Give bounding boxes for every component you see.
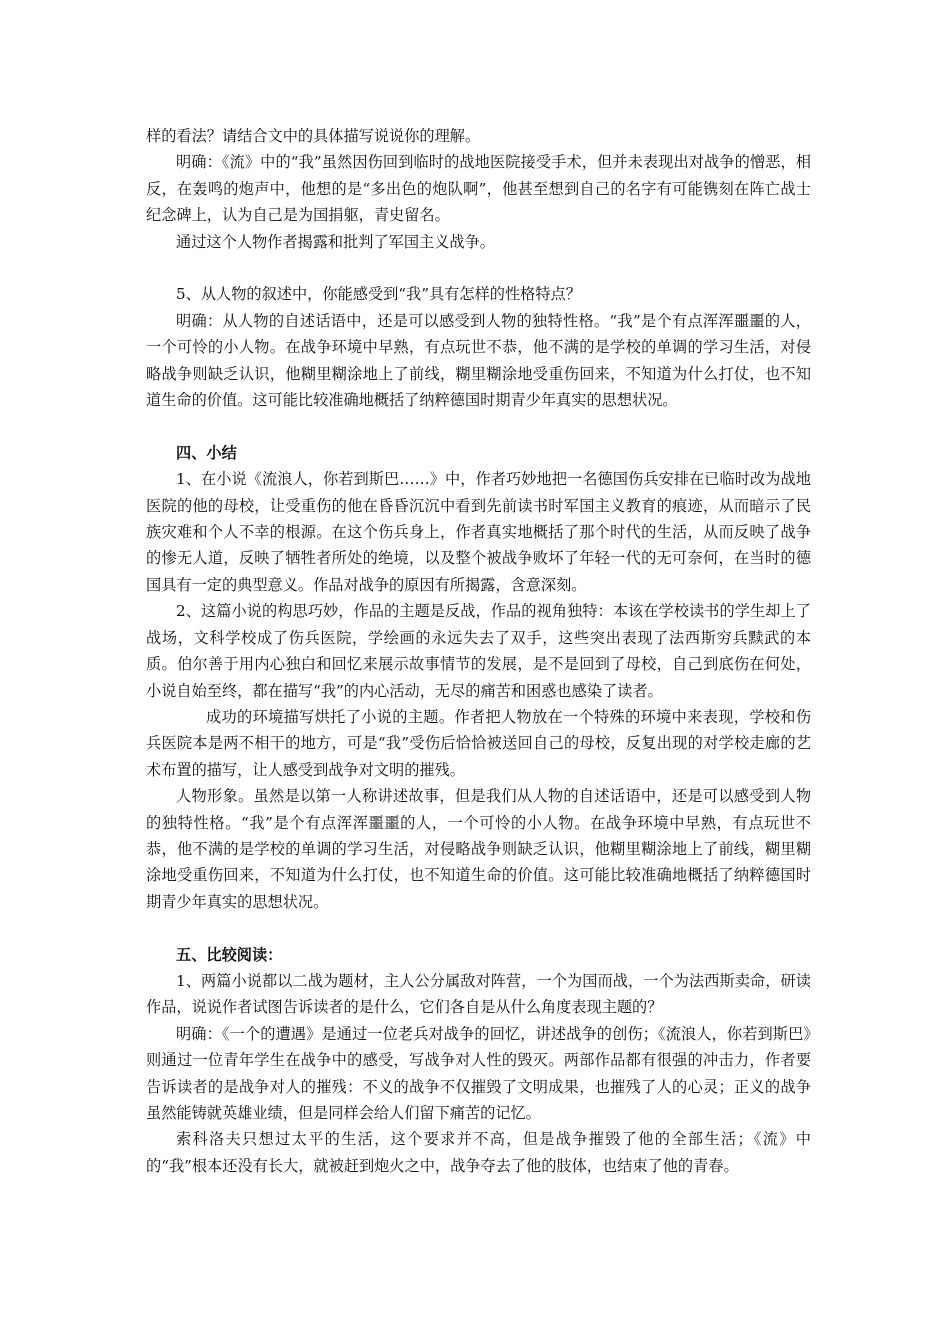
spacer: [146, 413, 811, 439]
document-body: [146, 123, 811, 1179]
question-paragraph: 5、从人物的叙述中，你能感受到“我”具有怎样的性格特点？: [176, 285, 581, 304]
section-heading: 四、小结: [176, 443, 237, 462]
paragraph: 明确：《流》中的“我”虽然因伤回到临时的战地医院接受手术，但并未表现出对战争的憎恶，相反，在轰鸣的炮声中，他想的是“多出色的炮队啊”，他甚至想到自己的名字有可能镌刻在阵亡战士纪念碑上，认为自己是为国捐躯，青史留名。: [146, 153, 811, 225]
paragraph: 通过这个人物作者揭露和批判了军国主义战争。: [176, 232, 495, 251]
paragraph: 明确：从人物的自述话语中，还是可以感受到人物的独特性格。“我”是个有点浑浑噩噩的人，一个可怜的小人物。在战争环境中早熟，有点玩世不恭，他不满的是学校的单调的学习生活，对侵略战争则缺乏认识，他糊里糊涂地上了前线，糊里糊涂地受重伤回来，不知道为什么打仗，也不知道生命的价值。这可能比较准确地概括了纳粹德国时期青少年真实的思想状况。: [146, 311, 811, 410]
section-heading: 五、比较阅读：: [176, 945, 283, 964]
paragraph: 样的看法？请结合文中的具体描写说说你的理解。: [146, 127, 481, 145]
paragraph: 索科洛夫只想过太平的生活，这个要求并不高，但是战争摧毁了他的全部生活；《流》中的“我”根本还没有长大，就被赶到炮火之中，战争夺去了他的肢体，也结束了他的青春。: [146, 1130, 811, 1175]
spacer: [146, 255, 811, 281]
paragraph: 1、两篇小说都以二战为题材，主人公分属敌对阵营，一个为国而战，一个为法西斯卖命，研读作品，说说作者试图告诉读者的是什么，它们各自是从什么角度表现主题的？: [146, 971, 811, 1017]
paragraph: 成功的环境描写烘托了小说的主题。作者把人物放在一个特殊的环境中来表现，学校和伤兵医院本是两不相干的地方，可是“我”受伤后恰恰被送回自己的母校，反复出现的对学校走廊的艺术布置的描写，让人感受到战争对文明的摧残。: [146, 707, 811, 779]
paragraph: 2、这篇小说的构思巧妙，作品的主题是反战，作品的视角独特：本该在学校读书的学生却上了战场，文科学校成了伤兵医院，学绘画的永远失去了双手，这些突出表现了法西斯穷兵黩武的本质。伯尔善于用内心独白和回忆来展示故事情节的发展，是不是回到了母校，自己到底伤在何处，小说自始至终，都在描写“我”的内心活动，无尽的痛苦和困惑也感染了读者。: [146, 602, 811, 700]
paragraph: 1、在小说《流浪人，你若到斯巴……》中，作者巧妙地把一名德国伤兵安排在已临时改为战地医院的他的母校，让受重伤的他在昏昏沉沉中看到先前读书时军国主义教育的痕迹，从而暗示了民族灾难和个人不幸的根源。在这个伤兵身上，作者真实地概括了那个时代的生活，从而反映了战争的惨无人道，反映了牺牲者所处的绝境，以及整个被战争败坏了年轻一代的无可奈何，在当时的德国具有一定的典型意义。作品对战争的原因有所揭露，含意深刻。: [146, 470, 811, 594]
paragraph: 明确：《一个的遭遇》是通过一位老兵对战争的回忆，讲述战争的创伤；《流浪人，你若到斯巴》则通过一位青年学生在战争中的感受，写战争对人性的毁灭。两部作品都有很强的冲击力，作者要告诉读者的是战争对人的摧残：不义的战争不仅摧毁了文明成果，也摧残了人的心灵；正义的战争虽然能铸就英雄业绩，但是同样会给人们留下痛苦的记忆。: [146, 1024, 811, 1122]
paragraph: 人物形象。虽然是以第一人称讲述故事，但是我们从人物的自述话语中，还是可以感受到人物的独特性格。“我”是个有点浑浑噩噩的人，一个可怜的小人物。在战争环境中早熟，有点玩世不恭，他不满的是学校的单调的学习生活，对侵略战争则缺乏认识，他糊里糊涂地上了前线，糊里糊涂地受重伤回来，不知道为什么打仗，也不知道生命的价值。这可能比较准确地概括了纳粹德国时期青少年真实的思想状况。: [146, 787, 811, 911]
spacer: [146, 915, 811, 941]
